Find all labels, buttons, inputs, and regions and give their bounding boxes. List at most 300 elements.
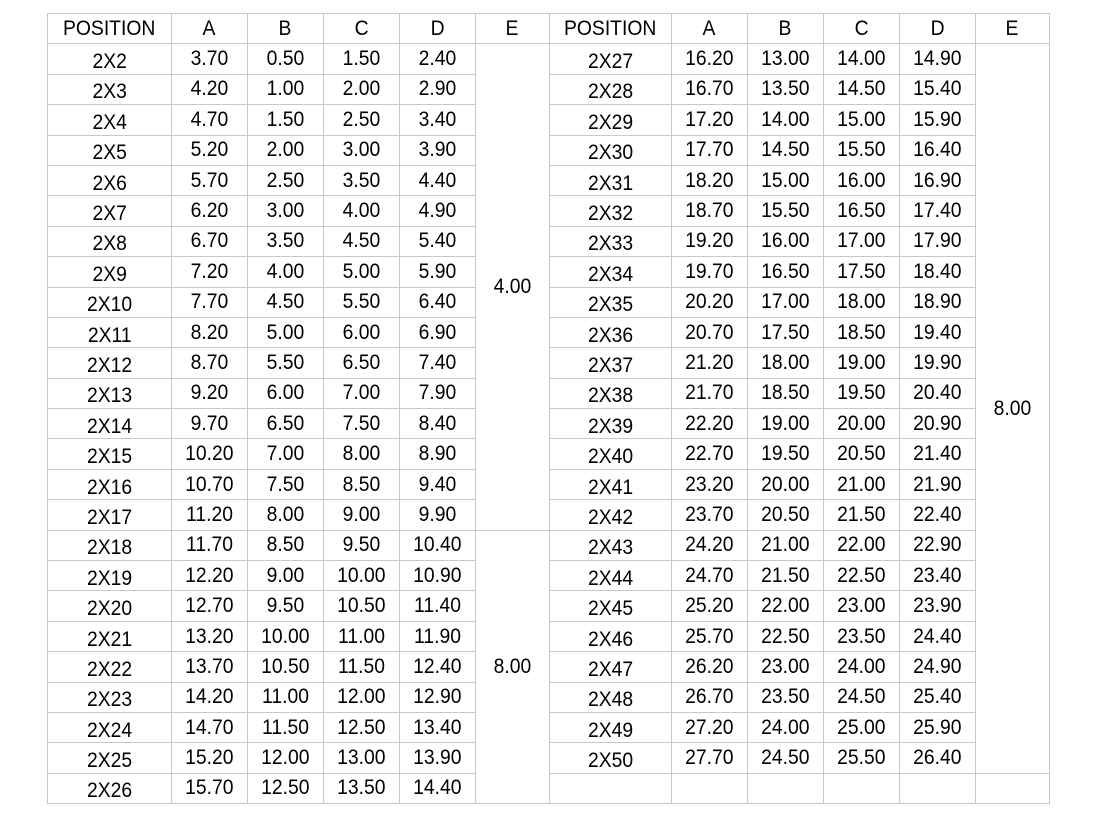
- header-row: [550, 14, 1050, 44]
- cell-b: 9.50: [248, 591, 324, 621]
- cell-b: 23.00: [748, 652, 824, 682]
- cell-position: 2X49: [550, 712, 672, 742]
- cell-e-group: 4.00: [476, 44, 550, 530]
- table-row: [48, 257, 550, 287]
- cell-a: 6.70: [172, 226, 248, 256]
- cell-position: 2X39: [550, 409, 672, 439]
- cell-b: 19.50: [748, 439, 824, 469]
- cell-d: 19.90: [900, 348, 976, 378]
- cell-position: 2X50: [550, 743, 672, 773]
- cell-d: 5.90: [400, 257, 476, 287]
- cell-position: 2X13: [48, 378, 172, 408]
- cell-a: 17.20: [672, 105, 748, 135]
- cell-c: 7.50: [324, 409, 400, 439]
- table-row: [48, 682, 550, 712]
- cell-a: 13.20: [172, 621, 248, 651]
- cell-position: 2X48: [550, 682, 672, 712]
- table-row: [48, 500, 550, 530]
- cell-a: 27.70: [672, 743, 748, 773]
- cell-position: 2X36: [550, 317, 672, 347]
- cell-d: 11.90: [400, 621, 476, 651]
- table-row: [48, 348, 550, 378]
- cell-position: 2X6: [48, 165, 172, 195]
- cell-a: 17.70: [672, 135, 748, 165]
- table-row: [550, 469, 1050, 499]
- cell-c: 18.00: [824, 287, 900, 317]
- cell-b: 22.00: [748, 591, 824, 621]
- cell-c: 18.50: [824, 317, 900, 347]
- cell-c: 1.50: [324, 44, 400, 74]
- cell-a: 27.20: [672, 712, 748, 742]
- cell-b: 10.00: [248, 621, 324, 651]
- table-row: [550, 44, 1050, 74]
- cell-position: 2X43: [550, 530, 672, 560]
- cell-position: 2X45: [550, 591, 672, 621]
- cell-b: 12.00: [248, 743, 324, 773]
- cell-c: 3.50: [324, 165, 400, 195]
- cell-d: 23.90: [900, 591, 976, 621]
- cell-position: 2X23: [48, 682, 172, 712]
- cell-position: 2X4: [48, 105, 172, 135]
- cell-c: 19.00: [824, 348, 900, 378]
- cell-position: 2X42: [550, 500, 672, 530]
- cell-a: 8.70: [172, 348, 248, 378]
- table-row: [550, 561, 1050, 591]
- cell-position: 2X47: [550, 652, 672, 682]
- cell-position: 2X41: [550, 469, 672, 499]
- cell-c: 25.50: [824, 743, 900, 773]
- cell-a: 21.70: [672, 378, 748, 408]
- cell-c: 16.00: [824, 165, 900, 195]
- cell-d: 22.40: [900, 500, 976, 530]
- cell-d: 25.90: [900, 712, 976, 742]
- cell-d: 20.40: [900, 378, 976, 408]
- dimension-table-right: [549, 13, 1050, 804]
- cell-d: 19.40: [900, 317, 976, 347]
- cell-c: 21.00: [824, 469, 900, 499]
- cell-d: 20.90: [900, 409, 976, 439]
- cell-d: 7.40: [400, 348, 476, 378]
- cell-a: 12.70: [172, 591, 248, 621]
- header-b: B: [748, 14, 824, 44]
- table-row: [550, 743, 1050, 773]
- cell-d: 9.40: [400, 469, 476, 499]
- cell-c: 20.50: [824, 439, 900, 469]
- cell-b: 16.50: [748, 257, 824, 287]
- table-row: [550, 257, 1050, 287]
- cell-c: 25.00: [824, 712, 900, 742]
- cell-c: 9.50: [324, 530, 400, 560]
- cell-b: 8.00: [248, 500, 324, 530]
- cell-position: 2X7: [48, 196, 172, 226]
- cell-e: [976, 773, 1050, 803]
- cell-c: 14.50: [824, 74, 900, 104]
- cell-c: 13.50: [324, 773, 400, 803]
- cell-a: 18.70: [672, 196, 748, 226]
- cell-position: 2X34: [550, 257, 672, 287]
- cell-position: 2X12: [48, 348, 172, 378]
- cell-a: 3.70: [172, 44, 248, 74]
- table-row: [48, 621, 550, 651]
- table-row: [550, 348, 1050, 378]
- cell-c: 16.50: [824, 196, 900, 226]
- cell-a: 9.20: [172, 378, 248, 408]
- cell-c: 20.00: [824, 409, 900, 439]
- table-row: [48, 439, 550, 469]
- cell-a: 10.20: [172, 439, 248, 469]
- cell-b: 2.50: [248, 165, 324, 195]
- cell-c: 15.50: [824, 135, 900, 165]
- cell-a: 16.70: [672, 74, 748, 104]
- cell-c: 8.50: [324, 469, 400, 499]
- cell-d: 11.40: [400, 591, 476, 621]
- cell-a: 19.70: [672, 257, 748, 287]
- cell-position: 2X8: [48, 226, 172, 256]
- cell-c: 4.00: [324, 196, 400, 226]
- cell-a: 7.20: [172, 257, 248, 287]
- cell-b: 5.50: [248, 348, 324, 378]
- cell-c: 21.50: [824, 500, 900, 530]
- cell-position: 2X24: [48, 712, 172, 742]
- cell-b: 20.00: [748, 469, 824, 499]
- cell-d: 4.90: [400, 196, 476, 226]
- cell-b: 19.00: [748, 409, 824, 439]
- table-row: [550, 74, 1050, 104]
- cell-b: 11.50: [248, 712, 324, 742]
- cell-position: 2X16: [48, 469, 172, 499]
- cell-b: 3.00: [248, 196, 324, 226]
- cell-b: 12.50: [248, 773, 324, 803]
- table-row: [550, 378, 1050, 408]
- header-e: E: [476, 14, 550, 44]
- cell-position: [550, 773, 672, 803]
- cell-position: 2X31: [550, 165, 672, 195]
- cell-d: 3.90: [400, 135, 476, 165]
- cell-a: 22.20: [672, 409, 748, 439]
- cell-c: 6.50: [324, 348, 400, 378]
- cell-b: 7.50: [248, 469, 324, 499]
- cell-a: 23.20: [672, 469, 748, 499]
- cell-b: [748, 773, 824, 803]
- header-position: POSITION: [550, 14, 672, 44]
- cell-position: 2X9: [48, 257, 172, 287]
- cell-d: 14.90: [900, 44, 976, 74]
- table-row: [550, 287, 1050, 317]
- cell-d: 23.40: [900, 561, 976, 591]
- cell-position: 2X32: [550, 196, 672, 226]
- cell-d: 15.90: [900, 105, 976, 135]
- cell-b: 15.50: [748, 196, 824, 226]
- cell-position: 2X17: [48, 500, 172, 530]
- cell-d: 15.40: [900, 74, 976, 104]
- cell-b: 18.00: [748, 348, 824, 378]
- cell-b: 13.50: [748, 74, 824, 104]
- cell-b: 18.50: [748, 378, 824, 408]
- cell-position: 2X25: [48, 743, 172, 773]
- table-row: [48, 44, 550, 74]
- cell-d: 13.40: [400, 712, 476, 742]
- dimension-table-left: [47, 13, 550, 804]
- cell-a: 24.70: [672, 561, 748, 591]
- cell-a: 11.70: [172, 530, 248, 560]
- cell-c: 3.00: [324, 135, 400, 165]
- cell-e-group: 8.00: [476, 530, 550, 804]
- cell-b: 5.00: [248, 317, 324, 347]
- cell-b: 17.50: [748, 317, 824, 347]
- cell-a: 13.70: [172, 652, 248, 682]
- cell-d: 10.40: [400, 530, 476, 560]
- header-d: D: [400, 14, 476, 44]
- cell-d: 17.40: [900, 196, 976, 226]
- table-body: [550, 44, 1050, 804]
- cell-e-group: 8.00: [976, 44, 1050, 773]
- cell-b: 17.00: [748, 287, 824, 317]
- cell-c: 2.00: [324, 74, 400, 104]
- cell-b: 0.50: [248, 44, 324, 74]
- table-row: [550, 712, 1050, 742]
- cell-a: 9.70: [172, 409, 248, 439]
- cell-c: 13.00: [324, 743, 400, 773]
- table-row: [48, 378, 550, 408]
- cell-position: 2X10: [48, 287, 172, 317]
- cell-b: 6.50: [248, 409, 324, 439]
- table-row: [550, 135, 1050, 165]
- cell-a: 10.70: [172, 469, 248, 499]
- cell-d: 8.90: [400, 439, 476, 469]
- cell-d: 14.40: [400, 773, 476, 803]
- cell-position: 2X37: [550, 348, 672, 378]
- cell-c: 8.00: [324, 439, 400, 469]
- cell-a: 25.70: [672, 621, 748, 651]
- cell-a: 15.20: [172, 743, 248, 773]
- table-row: [550, 682, 1050, 712]
- cell-position: 2X3: [48, 74, 172, 104]
- cell-position: 2X18: [48, 530, 172, 560]
- cell-b: 1.50: [248, 105, 324, 135]
- cell-d: 24.40: [900, 621, 976, 651]
- cell-d: 6.40: [400, 287, 476, 317]
- cell-c: 24.50: [824, 682, 900, 712]
- table-row: [48, 74, 550, 104]
- header-e: E: [976, 14, 1050, 44]
- cell-position: 2X46: [550, 621, 672, 651]
- cell-c: 22.00: [824, 530, 900, 560]
- cell-a: [672, 773, 748, 803]
- header-position: POSITION: [48, 14, 172, 44]
- cell-d: 18.90: [900, 287, 976, 317]
- cell-a: 26.70: [672, 682, 748, 712]
- cell-c: 23.00: [824, 591, 900, 621]
- cell-a: 19.20: [672, 226, 748, 256]
- cell-b: 2.00: [248, 135, 324, 165]
- cell-c: 2.50: [324, 105, 400, 135]
- cell-b: 3.50: [248, 226, 324, 256]
- cell-c: 6.00: [324, 317, 400, 347]
- cell-b: 13.00: [748, 44, 824, 74]
- cell-a: 11.20: [172, 500, 248, 530]
- cell-b: 10.50: [248, 652, 324, 682]
- cell-a: 23.70: [672, 500, 748, 530]
- table-row: [48, 743, 550, 773]
- table-row: [550, 196, 1050, 226]
- cell-c: 17.00: [824, 226, 900, 256]
- table-row: [550, 105, 1050, 135]
- table-body: [48, 44, 550, 804]
- cell-d: 5.40: [400, 226, 476, 256]
- cell-position: 2X44: [550, 561, 672, 591]
- cell-c: 23.50: [824, 621, 900, 651]
- cell-position: 2X29: [550, 105, 672, 135]
- cell-position: 2X19: [48, 561, 172, 591]
- cell-position: 2X26: [48, 773, 172, 803]
- table-row: [48, 530, 550, 560]
- table-row: [550, 621, 1050, 651]
- cell-b: 21.50: [748, 561, 824, 591]
- table-row: [48, 712, 550, 742]
- header-c: C: [324, 14, 400, 44]
- cell-a: 15.70: [172, 773, 248, 803]
- cell-position: 2X2: [48, 44, 172, 74]
- cell-d: 26.40: [900, 743, 976, 773]
- cell-position: 2X28: [550, 74, 672, 104]
- cell-d: 12.40: [400, 652, 476, 682]
- cell-a: 6.20: [172, 196, 248, 226]
- table-row: [550, 591, 1050, 621]
- cell-position: 2X33: [550, 226, 672, 256]
- cell-c: 12.50: [324, 712, 400, 742]
- cell-a: 8.20: [172, 317, 248, 347]
- cell-d: 2.40: [400, 44, 476, 74]
- cell-b: 14.50: [748, 135, 824, 165]
- cell-a: 20.20: [672, 287, 748, 317]
- cell-c: 12.00: [324, 682, 400, 712]
- cell-position: 2X38: [550, 378, 672, 408]
- cell-b: 6.00: [248, 378, 324, 408]
- cell-a: 22.70: [672, 439, 748, 469]
- table-row: [48, 226, 550, 256]
- cell-b: 24.50: [748, 743, 824, 773]
- header-d: D: [900, 14, 976, 44]
- cell-d: [900, 773, 976, 803]
- header-c: C: [824, 14, 900, 44]
- cell-a: 5.70: [172, 165, 248, 195]
- cell-b: 23.50: [748, 682, 824, 712]
- cell-b: 22.50: [748, 621, 824, 651]
- table-row: [48, 652, 550, 682]
- cell-position: 2X40: [550, 439, 672, 469]
- cell-c: 7.00: [324, 378, 400, 408]
- table-row: [48, 287, 550, 317]
- cell-b: 4.00: [248, 257, 324, 287]
- cell-d: 24.90: [900, 652, 976, 682]
- cell-d: 9.90: [400, 500, 476, 530]
- cell-position: 2X27: [550, 44, 672, 74]
- cell-b: 1.00: [248, 74, 324, 104]
- header-b: B: [248, 14, 324, 44]
- cell-a: 4.70: [172, 105, 248, 135]
- table-row: [550, 439, 1050, 469]
- cell-c: 9.00: [324, 500, 400, 530]
- cell-c: [824, 773, 900, 803]
- table-row: [550, 652, 1050, 682]
- cell-position: 2X22: [48, 652, 172, 682]
- table-row: [48, 469, 550, 499]
- cell-a: 5.20: [172, 135, 248, 165]
- cell-position: 2X11: [48, 317, 172, 347]
- cell-d: 13.90: [400, 743, 476, 773]
- cell-d: 3.40: [400, 105, 476, 135]
- cell-d: 4.40: [400, 165, 476, 195]
- table-row: [48, 561, 550, 591]
- cell-b: 20.50: [748, 500, 824, 530]
- cell-c: 17.50: [824, 257, 900, 287]
- table-row: [550, 500, 1050, 530]
- cell-c: 22.50: [824, 561, 900, 591]
- cell-b: 14.00: [748, 105, 824, 135]
- cell-a: 21.20: [672, 348, 748, 378]
- cell-d: 6.90: [400, 317, 476, 347]
- cell-b: 8.50: [248, 530, 324, 560]
- header-a: A: [672, 14, 748, 44]
- cell-c: 19.50: [824, 378, 900, 408]
- cell-d: 7.90: [400, 378, 476, 408]
- cell-a: 16.20: [672, 44, 748, 74]
- cell-b: 4.50: [248, 287, 324, 317]
- cell-d: 25.40: [900, 682, 976, 712]
- cell-position: 2X30: [550, 135, 672, 165]
- cell-c: 24.00: [824, 652, 900, 682]
- cell-c: 14.00: [824, 44, 900, 74]
- table-row: [48, 135, 550, 165]
- table-row: [550, 165, 1050, 195]
- cell-b: 16.00: [748, 226, 824, 256]
- cell-d: 16.40: [900, 135, 976, 165]
- cell-d: 2.90: [400, 74, 476, 104]
- cell-a: 7.70: [172, 287, 248, 317]
- table-row: [48, 165, 550, 195]
- cell-c: 11.50: [324, 652, 400, 682]
- table-row: [48, 409, 550, 439]
- table-row: [550, 773, 1050, 803]
- cell-c: 4.50: [324, 226, 400, 256]
- cell-c: 11.00: [324, 621, 400, 651]
- cell-d: 10.90: [400, 561, 476, 591]
- cell-a: 20.70: [672, 317, 748, 347]
- table-row: [48, 196, 550, 226]
- cell-b: 9.00: [248, 561, 324, 591]
- cell-d: 16.90: [900, 165, 976, 195]
- cell-position: 2X20: [48, 591, 172, 621]
- table-row: [48, 105, 550, 135]
- cell-a: 25.20: [672, 591, 748, 621]
- table-row: [48, 591, 550, 621]
- cell-d: 21.40: [900, 439, 976, 469]
- cell-d: 21.90: [900, 469, 976, 499]
- cell-b: 15.00: [748, 165, 824, 195]
- cell-d: 12.90: [400, 682, 476, 712]
- cell-a: 24.20: [672, 530, 748, 560]
- table-row: [550, 409, 1050, 439]
- cell-b: 7.00: [248, 439, 324, 469]
- cell-c: 5.50: [324, 287, 400, 317]
- cell-position: 2X14: [48, 409, 172, 439]
- cell-c: 15.00: [824, 105, 900, 135]
- cell-position: 2X35: [550, 287, 672, 317]
- cell-position: 2X5: [48, 135, 172, 165]
- header-a: A: [172, 14, 248, 44]
- cell-a: 14.70: [172, 712, 248, 742]
- cell-d: 8.40: [400, 409, 476, 439]
